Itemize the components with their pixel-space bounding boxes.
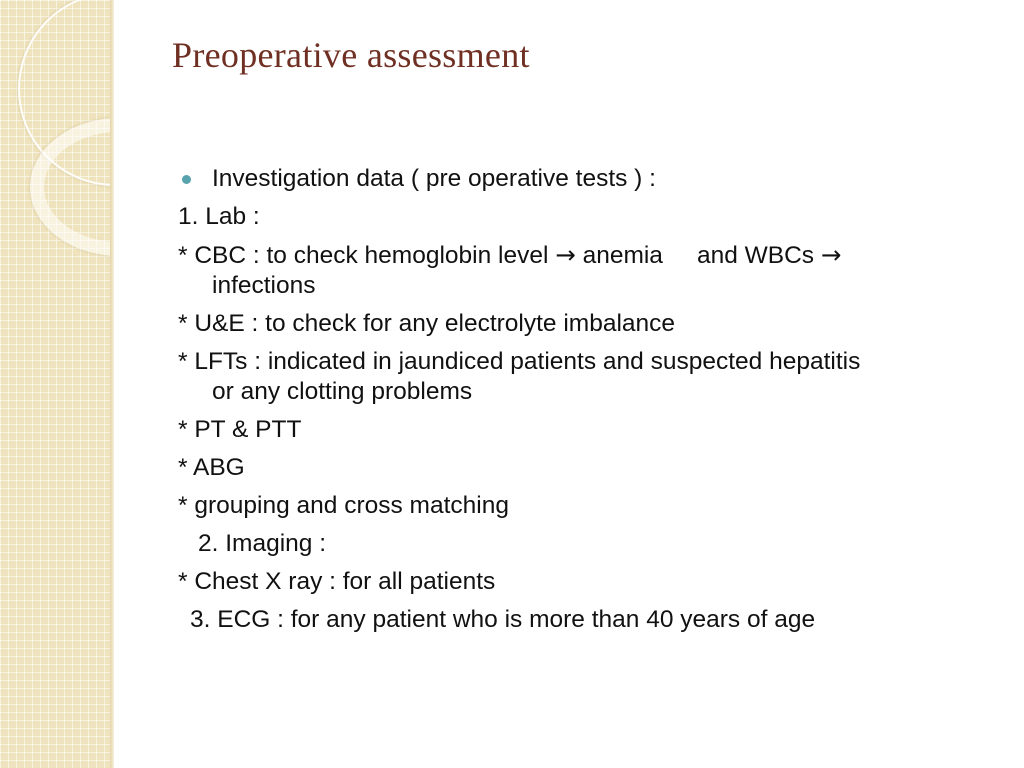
sidebar-edge [110,0,114,768]
bullet-dot-icon [182,175,191,184]
lfts-text: * LFTs : indicated in jaundiced patients and suspected hepatitis [178,348,861,375]
right-arrow-icon: → [820,240,842,269]
bullet-item [178,164,988,194]
chest-xray-line: * Chest X ray : for all patients [178,568,496,595]
cbc-text: * CBC : to check hemoglobin level [178,242,549,269]
slide-body [178,164,988,643]
cbc-text-3: infections [212,272,316,299]
slide-title: Preoperative assessment [172,35,530,75]
lfts-line [178,347,988,407]
decorative-sidebar [0,0,113,768]
ecg-line: 3. ECG : for any patient who is more than 40 years of age [190,606,816,633]
bullet-text: Investigation data ( pre operative tests ) : [212,165,656,192]
pt-line: * PT & PTT [178,416,302,443]
right-arrow-icon: → [555,240,576,269]
cbc-text-2: anemia and WBCs [582,242,815,269]
abg-line: * ABG [178,454,245,481]
imaging-heading: 2. Imaging : [198,530,327,557]
ue-line: * U&E : to check for any electrolyte imbalance [178,310,676,337]
cbc-line [178,240,988,301]
grouping-line: * grouping and cross matching [178,492,509,519]
lab-heading: 1. Lab : [178,203,260,230]
lfts-text-2: or any clotting problems [212,378,473,405]
